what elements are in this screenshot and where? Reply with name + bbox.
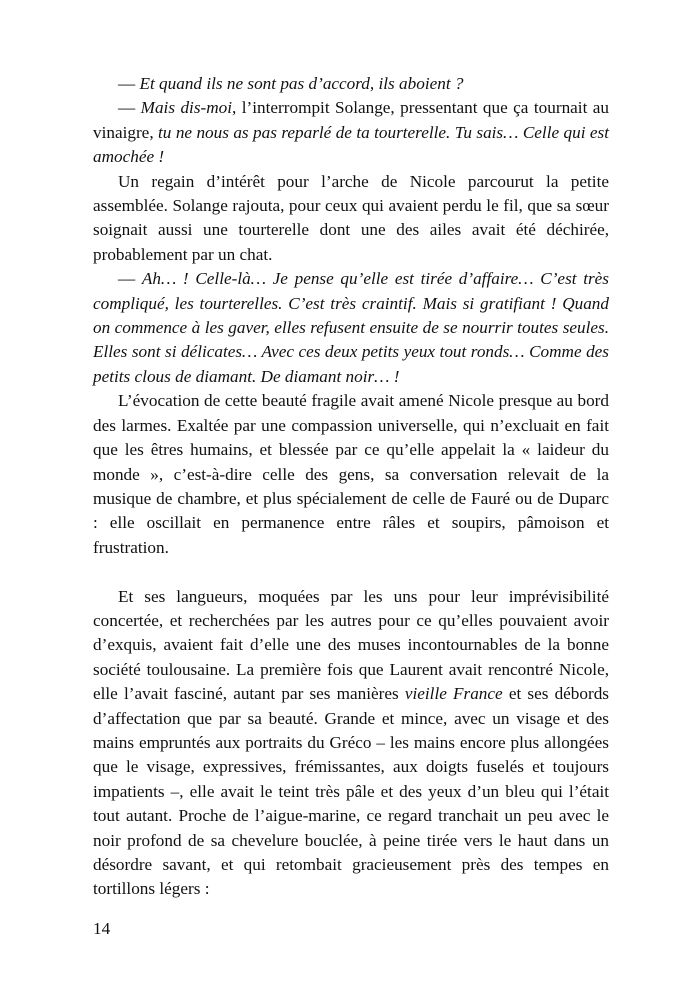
italic-run: Ah… ! Celle-là… Je pense qu’elle est tirée d’affaire… C’est très compliqué, les tourterelles. C’est très craintif. Mais si gratifiant ! Quand on commence à les gaver, elles refusent ensuite de se nourrir toutes seules. Elles sont si délicates… Avec ces deux petits yeux tout ronds… Comme des petits clous de diamant. De diamant noir… ! [93, 269, 609, 386]
text-run: — [118, 74, 140, 93]
text-run: , l’interrompit Solange, pressentant que ça tournait au vinaigre, [93, 98, 610, 142]
paragraph [93, 585, 609, 902]
paragraph [93, 267, 609, 389]
page-number: 14 [93, 919, 111, 938]
text-run: L’évocation de cette beauté fragile avait amené Nicole presque au bord des larmes. Exaltée par une compassion universelle, qui n’excluait en fait que les êtres humains, et blessée par ce qu’elle appelait la « laideur du monde », c’est-à-dire celle des gens, sa conversation relevait de la musique de chambre, et plus spécialement de celle de Fauré ou de Duparc : elle oscillait en permanence entre râles et soupirs, pâmoison et frustration. [93, 391, 609, 557]
paragraph [93, 96, 609, 169]
text-run: Et ses langueurs, moquées par les uns pour leur imprévisibilité concertée, et recherchées par les autres pour ce qu’elles pouvaient avoir d’exquis, avaient fait d’elle une des muses incontournables de la bonne société toulousaine. La première fois que Laurent avait rencontré Nicole, elle l’avait fasciné, autant par ses manières [93, 586, 609, 704]
text-run: Un regain d’intérêt pour l’arche de Nicole parcourut la petite assemblée. Solange rajouta, pour ceux qui avaient perdu le fil, que sa sœur soignait aussi une tourterelle dont une des ailes avait été déchirée, probablement par un chat. [93, 171, 609, 264]
paragraph [93, 389, 609, 560]
text-run: et ses débords d’affectation que par sa beauté. Grande et mince, avec un visage et des mains empruntés aux portraits du Gréco – les mains encore plus allongées que le visage, expressives, frémissantes, aux doigts fuselés et toujours impatients –, elle avait le teint très pâle et des yeux d’un bleu qui l’était tout autant. Proche de l’aigue-marine, ce regard tranchait un peu avec le noir profond de sa chevelure bouclée, à peine tirée vers le haut dans un désordre savant, et qui retombait gracieusement près des tempes en tortillons légers : [93, 684, 609, 899]
italic-run: tu ne nous as pas reparlé de ta tourterelle. Tu sais… Celle qui est amochée ! [93, 122, 609, 167]
text-run: — [118, 98, 141, 118]
italic-run: Et quand ils ne sont pas d’accord, ils aboient ? [139, 74, 464, 93]
paragraph [93, 72, 609, 96]
italic-run: Mais dis-moi [140, 98, 233, 118]
text-run: — [118, 269, 142, 289]
page-body [93, 72, 609, 902]
italic-run: vieille France [404, 684, 503, 704]
paragraph [93, 170, 609, 268]
